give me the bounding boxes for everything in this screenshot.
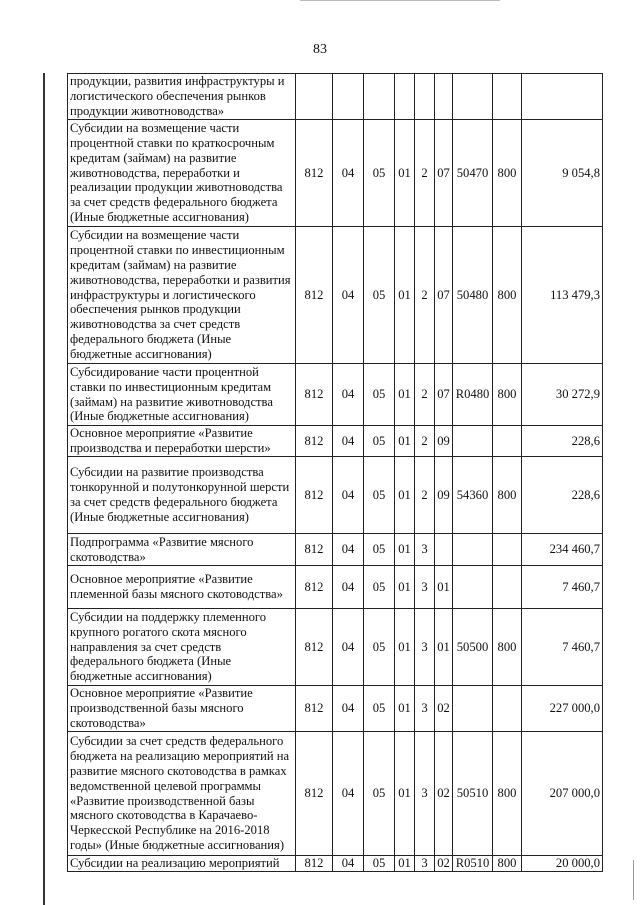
expense-type-cell: 800 xyxy=(493,856,522,872)
direction-code-cell: 50470 xyxy=(453,120,493,227)
grbs-code-cell: 812 xyxy=(296,609,333,686)
row-name-cell: Субсидии за счет средств федерального бюджета на реализацию мероприятий на развитие мясного скотоводства в рамках ведомственной целевой программы «Развитие производственной базы мясного скотоводства в Карачаево-Черкесской Республике на 2016-2018 годы» (Иные бюджетные ассигнования) xyxy=(68,732,296,856)
table-row xyxy=(68,364,603,426)
subprogram-code-cell: 3 xyxy=(415,534,435,566)
subsection-code-cell: 05 xyxy=(364,534,395,566)
amount-cell: 7 460,7 xyxy=(522,609,603,686)
direction-code-cell xyxy=(453,74,493,120)
table-row xyxy=(68,457,603,534)
expense-type-cell: 800 xyxy=(493,364,522,426)
amount-cell xyxy=(522,74,603,120)
direction-code-cell: 50480 xyxy=(453,227,493,364)
program-code-cell: 01 xyxy=(395,686,415,732)
section-code-cell: 04 xyxy=(333,457,364,534)
activity-code-cell: 07 xyxy=(435,227,453,364)
subprogram-code-cell: 2 xyxy=(415,457,435,534)
row-name-cell: Субсидии на поддержку племенного крупного рогатого скота мясного направления за счет средств федерального бюджета (Иные бюджетные ассигнования) xyxy=(68,609,296,686)
grbs-code-cell: 812 xyxy=(296,426,333,457)
grbs-code-cell: 812 xyxy=(296,120,333,227)
direction-code-cell: 50500 xyxy=(453,609,493,686)
program-code-cell: 01 xyxy=(395,120,415,227)
subsection-code-cell: 05 xyxy=(364,686,395,732)
expense-type-cell: 800 xyxy=(493,457,522,534)
activity-code-cell xyxy=(435,74,453,120)
row-name-cell: Основное мероприятие «Развитие племенной базы мясного скотоводства» xyxy=(68,566,296,609)
table-row xyxy=(68,566,603,609)
subprogram-code-cell: 3 xyxy=(415,732,435,856)
section-code-cell: 04 xyxy=(333,856,364,872)
table-row xyxy=(68,856,603,872)
section-code-cell xyxy=(333,74,364,120)
program-code-cell: 01 xyxy=(395,457,415,534)
grbs-code-cell: 812 xyxy=(296,364,333,426)
amount-cell: 9 054,8 xyxy=(522,120,603,227)
amount-cell: 228,6 xyxy=(522,426,603,457)
subprogram-code-cell: 3 xyxy=(415,566,435,609)
row-name-cell: Основное мероприятие «Развитие производства и переработки шерсти» xyxy=(68,426,296,457)
row-name-cell: Субсидии на возмещение части процентной ставки по краткосрочным кредитам (займам) на развитие животноводства, переработки и реализации продукции животноводства за счет средств федерального бюджета (Иные бюджетные ассигнования) xyxy=(68,120,296,227)
activity-code-cell: 07 xyxy=(435,364,453,426)
table-row xyxy=(68,534,603,566)
expense-type-cell xyxy=(493,686,522,732)
subsection-code-cell: 05 xyxy=(364,457,395,534)
amount-cell: 227 000,0 xyxy=(522,686,603,732)
subsection-code-cell: 05 xyxy=(364,364,395,426)
expense-type-cell xyxy=(493,74,522,120)
grbs-code-cell: 812 xyxy=(296,534,333,566)
grbs-code-cell: 812 xyxy=(296,566,333,609)
section-code-cell: 04 xyxy=(333,227,364,364)
table-row xyxy=(68,74,603,120)
subsection-code-cell: 05 xyxy=(364,566,395,609)
activity-code-cell xyxy=(435,534,453,566)
expense-type-cell: 800 xyxy=(493,732,522,856)
program-code-cell: 01 xyxy=(395,364,415,426)
section-code-cell: 04 xyxy=(333,426,364,457)
binding-margin-line xyxy=(43,73,45,905)
subsection-code-cell: 05 xyxy=(364,856,395,872)
grbs-code-cell: 812 xyxy=(296,457,333,534)
program-code-cell xyxy=(395,74,415,120)
grbs-code-cell: 812 xyxy=(296,856,333,872)
amount-cell: 7 460,7 xyxy=(522,566,603,609)
subprogram-code-cell: 3 xyxy=(415,609,435,686)
activity-code-cell: 07 xyxy=(435,120,453,227)
subprogram-code-cell: 2 xyxy=(415,227,435,364)
subsection-code-cell: 05 xyxy=(364,732,395,856)
direction-code-cell: R0510 xyxy=(453,856,493,872)
direction-code-cell xyxy=(453,426,493,457)
expense-type-cell xyxy=(493,426,522,457)
row-name-cell: Субсидии на возмещение части процентной ставки по инвестиционным кредитам (займам) на развитие животноводства, переработки и развития инфраструктуры и логистического обеспечения рынков продукции животноводства за счет средств федерального бюджета (Иные бюджетные ассигнования) xyxy=(68,227,296,364)
amount-cell: 228,6 xyxy=(522,457,603,534)
expense-type-cell: 800 xyxy=(493,609,522,686)
subsection-code-cell: 05 xyxy=(364,227,395,364)
amount-cell: 30 272,9 xyxy=(522,364,603,426)
subprogram-code-cell: 3 xyxy=(415,856,435,872)
table-row xyxy=(68,120,603,227)
section-code-cell: 04 xyxy=(333,609,364,686)
subprogram-code-cell xyxy=(415,74,435,120)
row-name-cell: Основное мероприятие «Развитие производственной базы мясного скотоводства» xyxy=(68,686,296,732)
activity-code-cell: 09 xyxy=(435,457,453,534)
section-code-cell: 04 xyxy=(333,566,364,609)
section-code-cell: 04 xyxy=(333,364,364,426)
page-number: 83 xyxy=(313,42,327,57)
table-row xyxy=(68,426,603,457)
amount-cell: 234 460,7 xyxy=(522,534,603,566)
program-code-cell: 01 xyxy=(395,566,415,609)
activity-code-cell: 01 xyxy=(435,566,453,609)
activity-code-cell: 02 xyxy=(435,732,453,856)
subsection-code-cell: 05 xyxy=(364,426,395,457)
subsection-code-cell: 05 xyxy=(364,609,395,686)
program-code-cell: 01 xyxy=(395,426,415,457)
direction-code-cell xyxy=(453,566,493,609)
amount-cell: 207 000,0 xyxy=(522,732,603,856)
row-name-cell: Подпрограмма «Развитие мясного скотоводства» xyxy=(68,534,296,566)
direction-code-cell: 54360 xyxy=(453,457,493,534)
program-code-cell: 01 xyxy=(395,534,415,566)
row-name-cell: Субсидии на развитие производства тонкорунной и полутонкорунной шерсти за счет средств федерального бюджета (Иные бюджетные ассигнования) xyxy=(68,457,296,534)
program-code-cell: 01 xyxy=(395,609,415,686)
section-code-cell: 04 xyxy=(333,120,364,227)
row-name-cell: продукции, развития инфраструктуры и логистического обеспечения рынков продукции животноводства» xyxy=(68,74,296,120)
grbs-code-cell: 812 xyxy=(296,732,333,856)
table-row xyxy=(68,732,603,856)
direction-code-cell: R0480 xyxy=(453,364,493,426)
expense-type-cell xyxy=(493,534,522,566)
scan-edge-mark xyxy=(633,860,634,900)
table-row xyxy=(68,609,603,686)
table-row xyxy=(68,227,603,364)
expense-type-cell xyxy=(493,566,522,609)
program-code-cell: 01 xyxy=(395,856,415,872)
scan-edge-line xyxy=(300,0,500,1)
expense-type-cell: 800 xyxy=(493,120,522,227)
activity-code-cell: 02 xyxy=(435,856,453,872)
table-row xyxy=(68,686,603,732)
amount-cell: 20 000,0 xyxy=(522,856,603,872)
grbs-code-cell xyxy=(296,74,333,120)
section-code-cell: 04 xyxy=(333,732,364,856)
activity-code-cell: 01 xyxy=(435,609,453,686)
subprogram-code-cell: 2 xyxy=(415,426,435,457)
activity-code-cell: 02 xyxy=(435,686,453,732)
program-code-cell: 01 xyxy=(395,732,415,856)
budget-table-body xyxy=(68,74,603,872)
row-name-cell: Субсидии на реализацию мероприятий xyxy=(68,856,296,872)
subsection-code-cell xyxy=(364,74,395,120)
amount-cell: 113 479,3 xyxy=(522,227,603,364)
subsection-code-cell: 05 xyxy=(364,120,395,227)
section-code-cell: 04 xyxy=(333,686,364,732)
activity-code-cell: 09 xyxy=(435,426,453,457)
subprogram-code-cell: 2 xyxy=(415,120,435,227)
expense-type-cell: 800 xyxy=(493,227,522,364)
direction-code-cell xyxy=(453,534,493,566)
grbs-code-cell: 812 xyxy=(296,686,333,732)
section-code-cell: 04 xyxy=(333,534,364,566)
program-code-cell: 01 xyxy=(395,227,415,364)
row-name-cell: Субсидирование части процентной ставки по инвестиционным кредитам (займам) на развитие животноводства (Иные бюджетные ассигнования) xyxy=(68,364,296,426)
subprogram-code-cell: 3 xyxy=(415,686,435,732)
direction-code-cell: 50510 xyxy=(453,732,493,856)
grbs-code-cell: 812 xyxy=(296,227,333,364)
budget-table xyxy=(67,73,603,872)
direction-code-cell xyxy=(453,686,493,732)
subprogram-code-cell: 2 xyxy=(415,364,435,426)
